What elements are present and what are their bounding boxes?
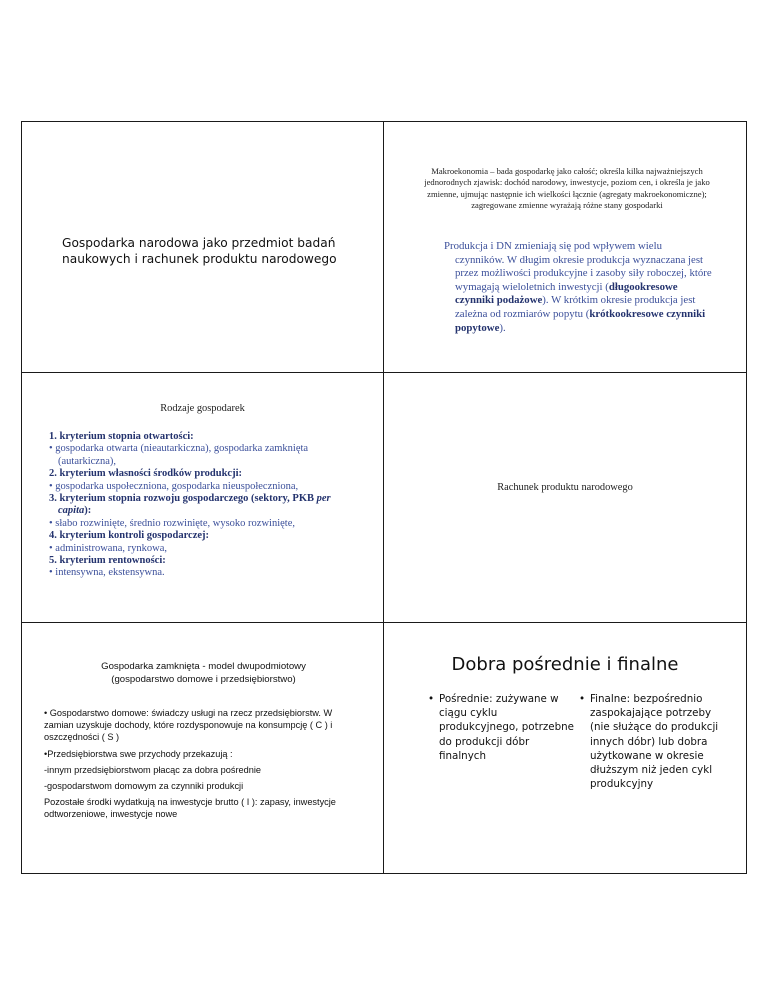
intermediate-goods-column: [428, 692, 577, 763]
criterion-1-heading: 1. kryterium stopnia otwartości:: [49, 431, 194, 442]
criterion-3-heading: [49, 493, 349, 518]
slide-2-intro: Makroekonomia – bada gospodarkę jako całość; określa kilka najważniejszych jednorodnych zjawisk: dochód narodowy, inwestycje, poziom cen, i określa je jako zmienne, ujmując następnie ich wielkości łącznie (agregaty makroekonomiczne); zagregowane zmienne wyrażają różne stany gospodarki: [424, 166, 710, 210]
criterion-4-item: • administrowana, rynkowa,: [49, 542, 167, 554]
body-bold-1: długookresowe czynniki podażowe: [455, 280, 678, 307]
slide-2-body-text: [444, 240, 714, 335]
criterion-3-heading-text: 3. kryterium stopnia rozwoju gospodarczego (sektory, PKB: [49, 493, 317, 505]
criterion-5-heading: 5. kryterium rentowności:: [49, 555, 166, 567]
criterion-3-heading-italic: per capita: [58, 493, 331, 517]
body-part-a: Produkcja i DN zmieniają się pod wpływem wielu czynników. W długim okresie produkcja wyznaczana jest przez możliwości produkcyjne i zasoby siły roboczej, które wymagają wieloletnich inwestycji (: [444, 240, 712, 293]
slide-1-title: Gospodarka narodowa jako przedmiot badań naukowych i rachunek produktu narodowego: [62, 236, 337, 266]
paragraph-4: -gospodarstwom domowym za czynniki produkcji: [44, 781, 244, 792]
criterion-1-item: • gospodarka otwarta (nieautarkiczna), gospodarka zamknięta (autarkiczna),: [49, 443, 309, 467]
body-part-d: ).: [499, 321, 506, 334]
criterion-2-heading: 2. kryterium własności środków produkcji:: [49, 468, 243, 480]
slide-1: [21, 121, 384, 373]
slide-6-title: Dobra pośrednie i finalne: [451, 654, 679, 675]
bullet-icon: •: [579, 693, 586, 705]
slide-2: [383, 121, 747, 373]
slide-2-body: [444, 240, 714, 335]
criterion-4-heading: 4. kryterium kontroli gospodarczej:: [49, 530, 210, 542]
slide-5-body: [44, 707, 344, 825]
paragraph-1: • Gospodarstwo domowe: świadczy usługi na rzecz przedsiębiorstw. W zamian uzyskuje dochody, które rozdysponowuje na konsumpcję ( C ) i oszczędności ( S ): [44, 708, 333, 743]
slide-4: [383, 372, 747, 623]
slide-6: [383, 622, 747, 874]
paragraph-3: -innym przedsiębiorstwom płacąc za dobra pośrednie: [44, 764, 262, 775]
criterion-3-heading-end: ):: [84, 505, 92, 517]
criteria-list: [49, 431, 349, 580]
criterion-2-item: • gospodarka uspołeczniona, gospodarka nieuspołeczniona,: [49, 480, 299, 492]
slide-3: [21, 372, 384, 623]
body-part-c: ). W krótkim okresie produkcja jest zależna od rozmiarów popytu (: [455, 294, 696, 320]
paragraph-2: •Przedsiębiorstwa swe przychody przekazują :: [44, 748, 233, 759]
final-goods-column: [579, 692, 728, 791]
slide-5-title: Gospodarka zamknięta - model dwupodmiotowy (gospodarstwo domowe i przedsiębiorstwo): [101, 661, 306, 685]
paragraph-5: Pozostałe środki wydatkują na inwestycje brutto ( I ): zapasy, inwestycje odtworzeniowe, inwestycje nowe: [44, 797, 336, 820]
bullet-icon: •: [428, 693, 435, 705]
final-goods-text: Finalne: bezpośrednio zaspokajające potrzeby (nie służące do produkcji innych dóbr) lub dobra użytkowane w okresie dłuższym niż jeden cykl produkcyjny: [590, 693, 719, 791]
criterion-5-item: • intensywna, ekstensywna.: [49, 567, 165, 579]
body-bold-2: krótkookresowe czynniki popytowe: [455, 307, 706, 334]
intermediate-goods-text: Pośrednie: zużywane w ciągu cyklu produkcyjnego, potrzebne do produkcji dóbr finalnych: [439, 693, 574, 762]
slide-4-title: Rachunek produktu narodowego: [497, 482, 633, 493]
criterion-3-item: • słabo rozwinięte, średnio rozwinięte, wysoko rozwinięte,: [49, 517, 295, 529]
slide-5: [21, 622, 384, 874]
slide-3-title: Rodzaje gospodarek: [160, 403, 245, 414]
